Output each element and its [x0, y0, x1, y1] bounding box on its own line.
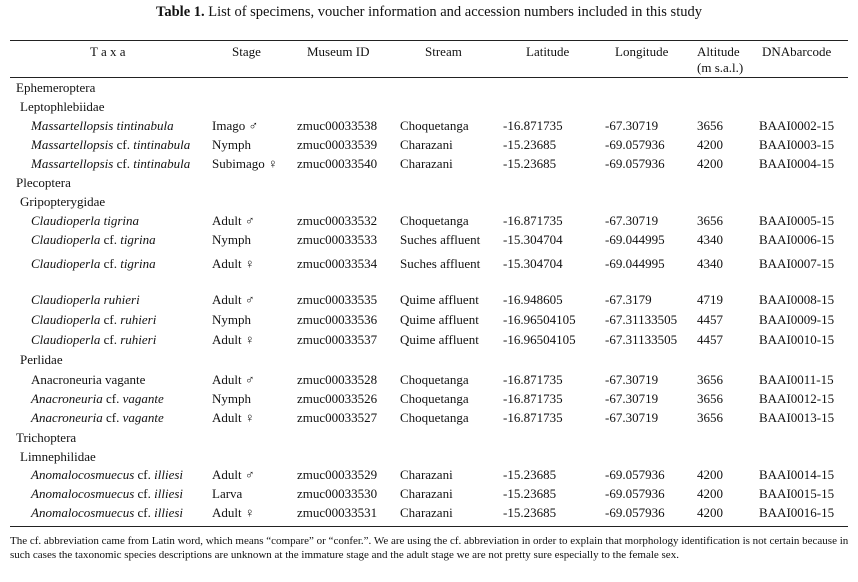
epithet: illiesi — [154, 467, 184, 482]
longitude-cell: -67.3179 — [605, 292, 652, 307]
family-label: Perlidae — [20, 352, 63, 367]
stream-cell: Choquetanga — [400, 410, 469, 425]
epithet: ruhieri — [120, 312, 157, 327]
museum-id-cell: zmuc00033530 — [297, 486, 378, 501]
taxon-name — [31, 372, 145, 388]
barcode-cell: BAAI0011-15 — [759, 372, 834, 387]
longitude-cell: -69.057936 — [605, 137, 665, 152]
stage-cell: Larva — [212, 486, 243, 501]
epithet: tintinabula — [116, 118, 174, 133]
altitude-cell: 4200 — [697, 137, 723, 152]
longitude-cell: -67.31133505 — [605, 332, 678, 347]
longitude-cell: -69.057936 — [605, 486, 665, 501]
latitude-cell: -15.23685 — [503, 156, 557, 171]
epithet: tigrina — [120, 232, 156, 247]
cf-abbrev: cf. — [137, 467, 151, 482]
epithet: ruhieri — [103, 292, 140, 307]
altitude-cell: 3656 — [697, 372, 723, 387]
barcode-cell: BAAI0009-15 — [759, 312, 835, 327]
altitude-cell: 3656 — [697, 118, 723, 133]
header-latitude: Latitude — [526, 44, 570, 59]
epithet: ruhieri — [120, 332, 157, 347]
latitude-cell: -15.23685 — [503, 467, 557, 482]
stage-cell: Subimago ♀ — [212, 156, 278, 171]
longitude-cell: -69.044995 — [605, 232, 665, 247]
stream-cell: Charazani — [400, 156, 453, 171]
epithet: tigrina — [120, 256, 156, 271]
altitude-cell: 4200 — [697, 156, 723, 171]
taxon-name — [31, 312, 156, 328]
altitude-cell: 4340 — [697, 232, 723, 247]
museum-id-cell: zmuc00033529 — [297, 467, 378, 482]
cf-abbrev: cf. — [103, 256, 117, 271]
family-label: Gripopterygidae — [20, 194, 106, 209]
barcode-cell: BAAI0008-15 — [759, 292, 835, 307]
longitude-cell: -69.057936 — [605, 467, 665, 482]
altitude-cell: 4200 — [697, 505, 723, 520]
museum-id-cell: zmuc00033536 — [297, 312, 378, 327]
barcode-cell: BAAI0010-15 — [759, 332, 835, 347]
museum-id-cell: zmuc00033527 — [297, 410, 378, 425]
header-taxa: T a x a — [90, 44, 126, 59]
taxon-name — [31, 410, 164, 426]
stage-cell: Imago ♂ — [212, 118, 259, 133]
stream-cell: Choquetanga — [400, 391, 469, 406]
order-label: Plecoptera — [16, 175, 71, 190]
cf-abbrev: cf. — [105, 391, 120, 406]
longitude-cell: -67.30719 — [605, 391, 659, 406]
cf-abbrev: cf. — [105, 410, 120, 425]
epithet: illiesi — [154, 486, 184, 501]
header-stage: Stage — [232, 44, 261, 59]
longitude-cell: -67.31133505 — [605, 312, 678, 327]
barcode-cell: BAAI0015-15 — [759, 486, 835, 501]
genus: Anomalocosmuecus — [31, 505, 135, 520]
genus: Anacroneuria — [31, 391, 103, 406]
genus: Anacroneuria vagante — [31, 372, 146, 387]
museum-id-cell: zmuc00033540 — [297, 156, 378, 171]
stream-cell: Quime affluent — [400, 332, 479, 347]
family-label: Limnephilidae — [20, 449, 96, 464]
genus: Claudioperla — [31, 292, 101, 307]
cf-abbrev: cf. — [103, 332, 117, 347]
genus: Anomalocosmuecus — [31, 467, 135, 482]
altitude-cell: 4719 — [697, 292, 723, 307]
latitude-cell: -16.871735 — [503, 410, 563, 425]
taxon-name — [31, 118, 174, 134]
header-altitude-unit: (m s.a.l.) — [697, 60, 744, 75]
taxon-name — [31, 332, 156, 348]
barcode-cell: BAAI0003-15 — [759, 137, 835, 152]
stage-cell: Adult ♂ — [212, 213, 255, 228]
family-label: Leptophlebiidae — [20, 99, 105, 114]
genus: Anacroneuria — [31, 410, 103, 425]
order-label: Trichoptera — [16, 430, 77, 445]
stage-cell: Adult ♀ — [212, 256, 255, 271]
latitude-cell: -15.304704 — [503, 256, 563, 271]
header-altitude: Altitude — [697, 44, 740, 59]
top-rule — [10, 40, 848, 41]
barcode-cell: BAAI0005-15 — [759, 213, 835, 228]
altitude-cell: 4340 — [697, 256, 723, 271]
museum-id-cell: zmuc00033535 — [297, 292, 378, 307]
museum-id-cell: zmuc00033538 — [297, 118, 378, 133]
epithet: tigrina — [103, 213, 139, 228]
genus: Massartellopsis — [31, 156, 114, 171]
stream-cell: Charazani — [400, 467, 453, 482]
stage-cell: Nymph — [212, 137, 251, 152]
table-footnote: The cf. abbreviation came from Latin word, which means “compare” or “confer.”. We are using the cf. abbreviation in order to explain that morphology identification is not certain because in such cases the taxonomic species descriptions are unknown at the immature stage and the adult stage we are not pretty sure especially to the female sex. — [10, 535, 849, 561]
barcode-cell: BAAI0002-15 — [759, 118, 835, 133]
longitude-cell: -67.30719 — [605, 213, 659, 228]
stream-cell: Charazani — [400, 505, 453, 520]
barcode-cell: BAAI0006-15 — [759, 232, 835, 247]
genus: Claudioperla — [31, 312, 101, 327]
taxon-name — [31, 391, 164, 407]
latitude-cell: -15.23685 — [503, 486, 557, 501]
stream-cell: Charazani — [400, 486, 453, 501]
cf-abbrev: cf. — [116, 156, 130, 171]
museum-id-cell: zmuc00033532 — [297, 213, 378, 228]
barcode-cell: BAAI0007-15 — [759, 256, 835, 271]
stream-cell: Charazani — [400, 137, 453, 152]
taxon-name — [31, 232, 156, 248]
header-museum-id: Museum ID — [307, 44, 370, 59]
stream-cell: Choquetanga — [400, 213, 469, 228]
longitude-cell: -67.30719 — [605, 410, 659, 425]
taxon-name — [31, 505, 183, 521]
order-label: Ephemeroptera — [16, 80, 96, 95]
stream-cell: Choquetanga — [400, 372, 469, 387]
longitude-cell: -67.30719 — [605, 372, 659, 387]
stage-cell: Adult ♀ — [212, 332, 255, 347]
stage-cell: Nymph — [212, 312, 251, 327]
longitude-cell: -69.057936 — [605, 156, 665, 171]
museum-id-cell: zmuc00033534 — [297, 256, 378, 271]
altitude-cell: 4200 — [697, 486, 723, 501]
cf-abbrev: cf. — [103, 312, 117, 327]
genus: Anomalocosmuecus — [31, 486, 135, 501]
epithet: vagante — [122, 410, 164, 425]
latitude-cell: -16.871735 — [503, 213, 563, 228]
latitude-cell: -16.871735 — [503, 118, 563, 133]
epithet: illiesi — [154, 505, 184, 520]
taxon-name — [31, 292, 140, 308]
genus: Claudioperla — [31, 256, 101, 271]
epithet: tintinabula — [133, 137, 191, 152]
taxon-name — [31, 137, 190, 153]
genus: Massartellopsis — [31, 118, 114, 133]
longitude-cell: -67.30719 — [605, 118, 659, 133]
genus: Claudioperla — [31, 232, 101, 247]
genus: Claudioperla — [31, 332, 101, 347]
latitude-cell: -16.96504105 — [503, 312, 576, 327]
museum-id-cell: zmuc00033528 — [297, 372, 378, 387]
barcode-cell: BAAI0004-15 — [759, 156, 835, 171]
stage-cell: Adult ♀ — [212, 410, 255, 425]
museum-id-cell: zmuc00033539 — [297, 137, 378, 152]
altitude-cell: 3656 — [697, 410, 723, 425]
altitude-cell: 4457 — [697, 332, 723, 347]
epithet: tintinabula — [133, 156, 191, 171]
header-longitude: Longitude — [615, 44, 669, 59]
stream-cell: Choquetanga — [400, 118, 469, 133]
header-rule — [10, 77, 848, 78]
cf-abbrev: cf. — [103, 232, 117, 247]
latitude-cell: -15.304704 — [503, 232, 563, 247]
taxon-name — [31, 467, 183, 483]
barcode-cell: BAAI0013-15 — [759, 410, 835, 425]
header-stream: Stream — [425, 44, 462, 59]
museum-id-cell: zmuc00033526 — [297, 391, 378, 406]
table-title: List of specimens, voucher information and accession numbers included in this study — [208, 4, 702, 20]
latitude-cell: -16.871735 — [503, 372, 563, 387]
taxon-name — [31, 256, 156, 272]
barcode-cell: BAAI0016-15 — [759, 505, 835, 520]
altitude-cell: 4200 — [697, 467, 723, 482]
longitude-cell: -69.044995 — [605, 256, 665, 271]
cf-abbrev: cf. — [137, 486, 151, 501]
museum-id-cell: zmuc00033533 — [297, 232, 378, 247]
taxon-name — [31, 156, 190, 172]
genus: Claudioperla — [31, 213, 101, 228]
barcode-cell: BAAI0014-15 — [759, 467, 835, 482]
stream-cell: Quime affluent — [400, 292, 479, 307]
latitude-cell: -15.23685 — [503, 137, 557, 152]
taxon-name — [31, 486, 183, 502]
cf-abbrev: cf. — [137, 505, 151, 520]
stage-cell: Adult ♂ — [212, 467, 255, 482]
stage-cell: Nymph — [212, 232, 251, 247]
stream-cell: Quime affluent — [400, 312, 479, 327]
latitude-cell: -16.96504105 — [503, 332, 576, 347]
taxon-name — [31, 213, 139, 229]
cf-abbrev: cf. — [116, 137, 130, 152]
longitude-cell: -69.057936 — [605, 505, 665, 520]
table-caption — [0, 4, 858, 21]
bottom-rule — [10, 526, 848, 527]
latitude-cell: -16.948605 — [503, 292, 563, 307]
stage-cell: Nymph — [212, 391, 251, 406]
altitude-cell: 4457 — [697, 312, 723, 327]
altitude-cell: 3656 — [697, 391, 723, 406]
stage-cell: Adult ♂ — [212, 292, 255, 307]
stream-cell: Suches affluent — [400, 232, 481, 247]
epithet: vagante — [122, 391, 164, 406]
latitude-cell: -16.871735 — [503, 391, 563, 406]
museum-id-cell: zmuc00033537 — [297, 332, 378, 347]
latitude-cell: -15.23685 — [503, 505, 557, 520]
table-label: Table 1. — [156, 4, 205, 20]
stage-cell: Adult ♂ — [212, 372, 255, 387]
stream-cell: Suches affluent — [400, 256, 481, 271]
altitude-cell: 3656 — [697, 213, 723, 228]
stage-cell: Adult ♀ — [212, 505, 255, 520]
museum-id-cell: zmuc00033531 — [297, 505, 378, 520]
genus: Massartellopsis — [31, 137, 114, 152]
header-barcode: DNAbarcode — [762, 44, 832, 59]
barcode-cell: BAAI0012-15 — [759, 391, 835, 406]
